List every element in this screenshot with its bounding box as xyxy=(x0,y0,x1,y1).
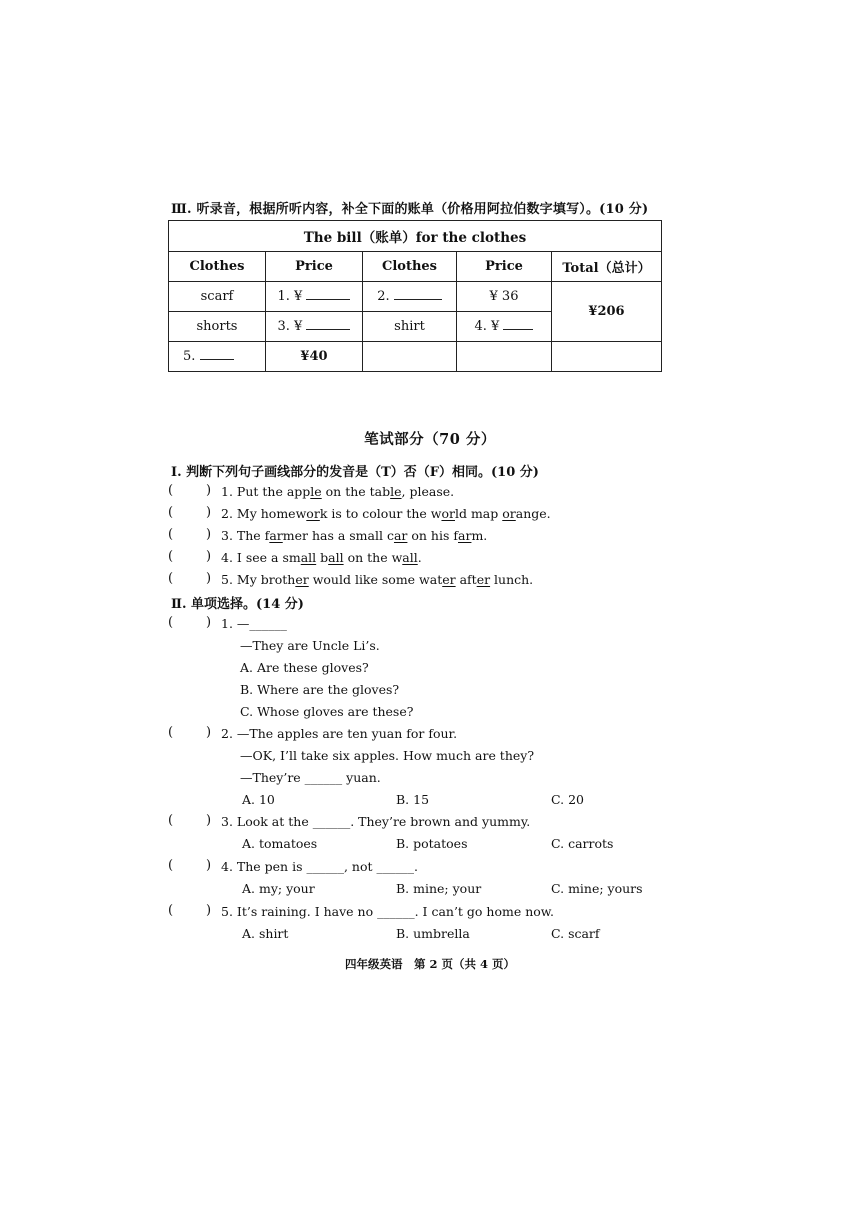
underlined-sound: or xyxy=(441,506,455,521)
answer-paren-open[interactable]: ( xyxy=(168,813,174,828)
q2-line2: —OK, I’ll take six apples. How much are they? xyxy=(240,748,535,763)
q3-option-b: B. potatoes xyxy=(396,836,468,851)
q2-option-c: C. 20 xyxy=(551,792,584,807)
q4-option-b: B. mine; your xyxy=(396,881,482,896)
q4-stem: 4. The pen is ______, not ______. xyxy=(221,859,418,874)
bill-caption: The bill（账单）for the clothes xyxy=(169,221,662,252)
q2-line3: —They’re ______ yuan. xyxy=(240,770,381,785)
header-clothes-2: Clothes xyxy=(363,252,457,282)
answer-paren-open[interactable]: ( xyxy=(168,903,174,918)
underlined-sound: or xyxy=(306,506,320,521)
written-part-title: 笔试部分（70 分） xyxy=(364,431,496,448)
answer-paren-close: ) xyxy=(206,527,212,542)
sentence-text: ld map xyxy=(454,506,503,521)
underlined-sound: le xyxy=(390,484,402,499)
underlined-sound: er xyxy=(295,572,309,587)
sentence-text: on his f xyxy=(407,528,458,543)
q5-option-a: A. shirt xyxy=(242,926,289,941)
answer-paren-close: ) xyxy=(206,483,212,498)
cell-empty-3 xyxy=(552,342,662,372)
header-clothes-1: Clothes xyxy=(169,252,266,282)
cell-empty-2 xyxy=(457,342,552,372)
sentence-text: , please. xyxy=(401,484,455,499)
sentence-text: on the tab xyxy=(321,484,391,499)
answer-paren-close: ) xyxy=(206,505,212,520)
q2-option-b: B. 15 xyxy=(396,792,430,807)
underlined-sound: all xyxy=(300,550,317,565)
blank-4[interactable] xyxy=(457,312,552,342)
section3-title: Ⅲ. 听录音，根据所听内容，补全下面的账单（价格用阿拉伯数字填写）。(10 分) xyxy=(171,202,649,217)
q1-option-a: A. Are these gloves? xyxy=(240,660,369,675)
q4-option-a: A. my; your xyxy=(242,881,315,896)
header-total: Total（总计） xyxy=(552,252,662,282)
sentence-text: My broth xyxy=(236,572,296,587)
underlined-sound: all xyxy=(402,550,418,565)
sentence-number: 1. xyxy=(221,484,233,499)
judgement-sentence xyxy=(221,506,551,521)
answer-paren-open[interactable]: ( xyxy=(168,505,174,520)
answer-paren-close: ) xyxy=(206,813,212,828)
sentence-text: Put the app xyxy=(236,484,311,499)
sentence-text: lunch. xyxy=(490,572,534,587)
answer-paren-open[interactable]: ( xyxy=(168,725,174,740)
q1-line2: —They are Uncle Li’s. xyxy=(240,638,380,653)
sentence-text: b xyxy=(316,550,329,565)
blank-4-label: 4. ¥ xyxy=(474,319,500,334)
sentence-number: 3. xyxy=(221,528,233,543)
page-footer: 四年级英语 第 2 页（共 4 页） xyxy=(344,957,516,971)
q5-option-c: C. scarf xyxy=(551,926,600,941)
sentence-text: aft xyxy=(455,572,477,587)
sentence-text: mer has a small c xyxy=(282,528,394,543)
q3-option-a: A. tomatoes xyxy=(242,836,318,851)
q2-stem: 2. —The apples are ten yuan for four. xyxy=(221,726,458,741)
sentence-text: m. xyxy=(471,528,488,543)
blank-2-label: 2. xyxy=(377,289,390,304)
sentence-number: 2. xyxy=(221,506,233,521)
answer-paren-open[interactable]: ( xyxy=(168,615,174,630)
blank-5-label: 5. xyxy=(183,349,196,364)
header-price-2: Price xyxy=(457,252,552,282)
answer-paren-open[interactable]: ( xyxy=(168,571,174,586)
blank-2[interactable] xyxy=(363,282,457,312)
sentence-text: . xyxy=(417,550,422,565)
blank-3-label: 3. ¥ xyxy=(277,319,303,334)
answer-paren-open[interactable]: ( xyxy=(168,527,174,542)
judgement-sentence xyxy=(221,572,533,587)
answer-paren-open[interactable]: ( xyxy=(168,549,174,564)
sentence-text: I see a sm xyxy=(236,550,301,565)
sentence-number: 4. xyxy=(221,550,233,565)
cell-empty-1 xyxy=(363,342,457,372)
underlined-sound: or xyxy=(502,506,516,521)
judgement-sentence xyxy=(221,528,487,543)
header-price-1: Price xyxy=(266,252,363,282)
cell-shirt: shirt xyxy=(363,312,457,342)
answer-paren-close: ) xyxy=(206,549,212,564)
answer-paren-open[interactable]: ( xyxy=(168,858,174,873)
underlined-sound: ar xyxy=(393,528,408,543)
underlined-sound: er xyxy=(442,572,456,587)
answer-paren-open[interactable]: ( xyxy=(168,483,174,498)
section2-title: Ⅱ. 单项选择。(14 分) xyxy=(171,597,304,612)
q1-option-b: B. Where are the gloves? xyxy=(240,682,400,697)
sentence-text: on the w xyxy=(343,550,403,565)
cell-price-36: ¥ 36 xyxy=(457,282,552,312)
blank-5[interactable] xyxy=(169,342,266,372)
answer-paren-close: ) xyxy=(206,571,212,586)
q5-stem: 5. It’s raining. I have no ______. I can’t go home now. xyxy=(221,904,554,919)
underlined-sound: ar xyxy=(269,528,283,543)
answer-paren-close: ) xyxy=(206,903,212,918)
q2-option-a: A. 10 xyxy=(242,792,275,807)
answer-paren-close: ) xyxy=(206,615,212,630)
judgement-sentence xyxy=(221,550,422,565)
judgement-sentence xyxy=(221,484,454,499)
answer-paren-close: ) xyxy=(206,725,212,740)
underlined-sound: le xyxy=(310,484,322,499)
cell-shorts: shorts xyxy=(169,312,266,342)
underlined-sound: er xyxy=(476,572,491,587)
underlined-sound: all xyxy=(328,550,344,565)
cell-price-40: ¥40 xyxy=(266,342,363,372)
sentence-text: ange. xyxy=(515,506,551,521)
sentence-text: k is to colour the w xyxy=(319,506,442,521)
bill-table xyxy=(168,220,662,372)
sentence-text: My homew xyxy=(236,506,307,521)
sentence-number: 5. xyxy=(221,572,233,587)
blank-3[interactable] xyxy=(266,312,363,342)
cell-total: ¥206 xyxy=(552,282,662,342)
section1-title: Ⅰ. 判断下列句子画线部分的发音是（T）否（F）相同。(10 分) xyxy=(171,465,539,480)
blank-1[interactable] xyxy=(266,282,363,312)
answer-paren-close: ) xyxy=(206,858,212,873)
sentence-text: would like some wat xyxy=(308,572,443,587)
underlined-sound: ar xyxy=(458,528,472,543)
cell-scarf: scarf xyxy=(169,282,266,312)
q1-option-c: C. Whose gloves are these? xyxy=(240,704,414,719)
q5-option-b: B. umbrella xyxy=(396,926,470,941)
blank-1-label: 1. ¥ xyxy=(277,289,303,304)
q3-option-c: C. carrots xyxy=(551,836,614,851)
q3-stem: 3. Look at the ______. They’re brown and yummy. xyxy=(221,814,531,829)
q4-option-c: C. mine; yours xyxy=(551,881,643,896)
sentence-text: The f xyxy=(236,528,270,543)
q1-stem: 1. —______ xyxy=(221,616,287,631)
